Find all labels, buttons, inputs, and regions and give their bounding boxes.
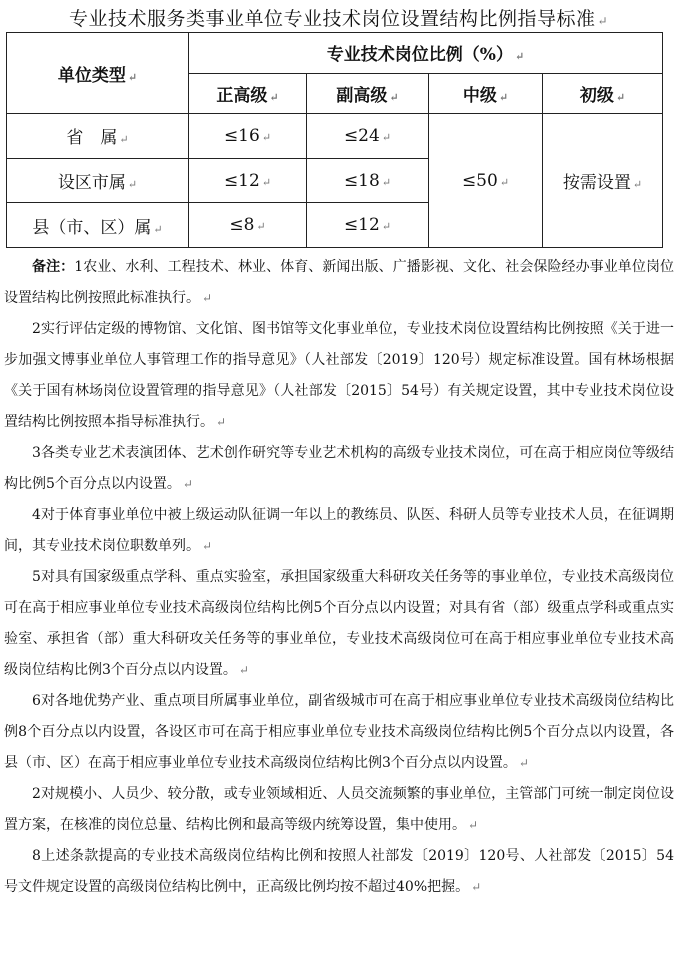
paragraph-mark-icon: ↵ [597, 14, 609, 28]
note-item: 8上述条款提高的专业技术高级岗位结构比例和按照人社部发〔2019〕120号、人社部发〔2015〕54号文件规定设置的高级岗位结构比例中，正高级比例均按不超过40%把握。 ↵ [4, 848, 674, 895]
unit-type-header: 单位类型 ↵ [7, 33, 189, 114]
table-header-row [7, 33, 663, 74]
row-label-sheng: 省 属 ↵ [7, 114, 189, 159]
row-label-xian: 县（市、区）属 ↵ [7, 203, 189, 248]
col-header-chu-ji: 初级 ↵ [543, 73, 663, 114]
cell-zheng-gao: ≤8 ↵ [189, 203, 307, 248]
col-header-fu-gao: 副高级 ↵ [307, 73, 429, 114]
table-row [7, 114, 663, 159]
cell-fu-gao: ≤12 ↵ [307, 203, 429, 248]
cell-chu-ji: 按需设置 ↵ [543, 114, 663, 248]
notes-section [4, 252, 674, 903]
note-item: 5对具有国家级重点学科、重点实验室，承担国家级重大科研攻关任务等的事业单位，专业技术高级岗位可在高于相应事业单位专业技术高级岗位结构比例5个百分点以内设置；对具有省（部）级重点学科或重点实验室、承担省（部）重大科研攻关任务等的事业单位，专业技术高级岗位可在高于相应事业单位专业技术高级岗位结构比例3个百分点以内设置。 ↵ [4, 569, 674, 678]
cell-zhong-ji: ≤50 ↵ [429, 114, 543, 248]
notes-label: 备注： [32, 259, 75, 275]
page-title [0, 4, 677, 31]
col-header-zheng-gao: 正高级 ↵ [189, 73, 307, 114]
note-item: 备注：1农业、水利、工程技术、林业、体育、新闻出版、广播影视、文化、社会保险经办事业单位岗位设置结构比例按照此标准执行。 ↵ [4, 259, 675, 306]
note-item: 3各类专业艺术表演团体、艺术创作研究等专业艺术机构的高级专业技术岗位，可在高于相应岗位等级结构比例5个百分点以内设置。 ↵ [4, 445, 674, 492]
col-header-zhong-ji: 中级 ↵ [429, 73, 543, 114]
ratio-header: 专业技术岗位比例（%） ↵ [189, 33, 663, 74]
note-item: 6对各地优势产业、重点项目所属事业单位，副省级城市可在高于相应事业单位专业技术高级岗位结构比例8个百分点以内设置，各设区市可在高于相应事业单位专业技术高级岗位结构比例5个百分点以内设置，各县（市、区）在高于相应事业单位专业技术高级岗位结构比例3个百分点以内设置。 ↵ [4, 693, 674, 771]
note-item: 2对规模小、人员少、较分散，或专业领域相近、人员交流频繁的事业单位，主管部门可统一制定岗位设置方案，在核准的岗位总量、结构比例和最高等级内统筹设置，集中使用。 ↵ [4, 786, 674, 833]
cell-zheng-gao: ≤12 ↵ [189, 158, 307, 203]
ratio-table [6, 32, 663, 248]
cell-zheng-gao: ≤16 ↵ [189, 114, 307, 159]
row-label-shi: 设区市属 ↵ [7, 158, 189, 203]
note-item: 4对于体育事业单位中被上级运动队征调一年以上的教练员、队医、科研人员等专业技术人员，在征调期间，其专业技术岗位职数单列。 ↵ [4, 507, 674, 554]
note-item: 2实行评估定级的博物馆、文化馆、图书馆等文化事业单位，专业技术岗位设置结构比例按照《关于进一步加强文博事业单位人事管理工作的指导意见》（人社部发〔2019〕120号）规定标准设置。国有林场根据《关于国有林场岗位设置管理的指导意见》（人社部发〔2015〕54号）有关规定设置，其中专业技术岗位设置结构比例按照本指导标准执行。 ↵ [4, 321, 674, 430]
page-title-text: 专业技术服务类事业单位专业技术岗位设置结构比例指导标准 [68, 8, 596, 30]
cell-fu-gao: ≤24 ↵ [307, 114, 429, 159]
cell-fu-gao: ≤18 ↵ [307, 158, 429, 203]
